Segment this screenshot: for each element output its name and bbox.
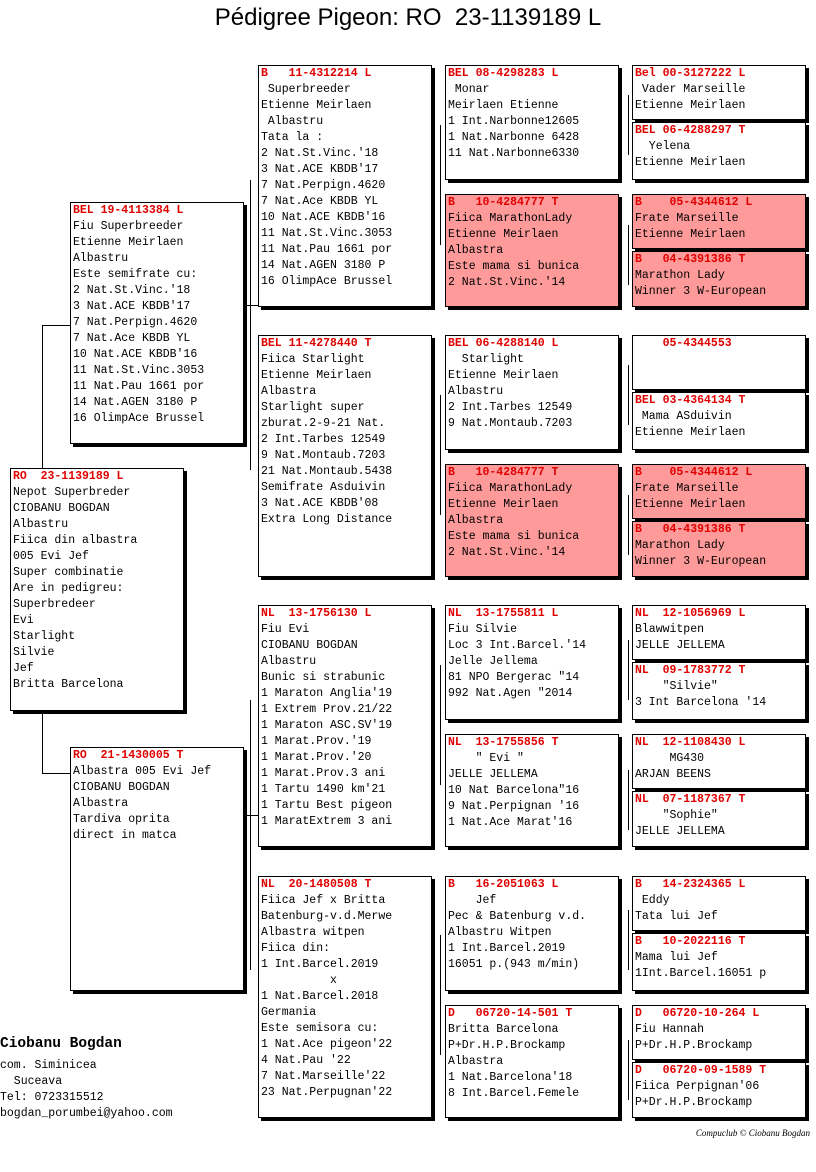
connector-line bbox=[440, 125, 441, 245]
ring-number: B 05-4344612 L bbox=[635, 466, 753, 479]
card-line: Jelle Jellema bbox=[448, 655, 538, 668]
connector-line bbox=[628, 495, 629, 555]
card-line: 16 OlimpAce Brussel bbox=[261, 275, 393, 288]
card-line: Albastra bbox=[448, 1055, 504, 1068]
card-line: Nepot Superbreder bbox=[13, 486, 131, 499]
card-line: Loc 3 Int.Barcel.'14 bbox=[448, 639, 587, 652]
card-line: Britta Barcelona bbox=[13, 678, 124, 691]
pedigree-card-fmm bbox=[445, 464, 619, 577]
card-line: 10 Nat.ACE KBDB'16 bbox=[73, 348, 198, 361]
pedigree-card-mff bbox=[445, 605, 619, 720]
card-line: 7 Nat.Ace KBDB YL bbox=[73, 332, 191, 345]
card-line: Mama lui Jef bbox=[635, 951, 718, 964]
card-line: 2 Nat.St.Vinc.'18 bbox=[261, 147, 379, 160]
card-line: 2 Nat.St.Vinc.'18 bbox=[73, 284, 191, 297]
card-line: P+Dr.H.P.Brockamp bbox=[635, 1039, 753, 1052]
card-line: Albastra 005 Evi Jef bbox=[73, 765, 212, 778]
card-line: MG430 bbox=[635, 752, 705, 765]
card-line: Etienne Meirlaen bbox=[635, 498, 746, 511]
card-line: 9 Nat.Montaub.7203 bbox=[261, 449, 386, 462]
pedigree-card-father bbox=[70, 202, 244, 444]
card-line: 1Int.Barcel.16051 p bbox=[635, 967, 767, 980]
connector-line bbox=[245, 305, 258, 306]
card-line: CIOBANU BOGDAN bbox=[261, 639, 358, 652]
card-line: 2 Nat.St.Vinc.'14 bbox=[448, 276, 566, 289]
card-line: 3 Nat.ACE KBDB'17 bbox=[261, 163, 379, 176]
ring-number: 05-4344553 bbox=[635, 337, 732, 350]
ring-number: NL 12-1056969 L bbox=[635, 607, 746, 620]
pedigree-card-mf bbox=[258, 605, 432, 847]
card-line: Are in pedigreu: bbox=[13, 582, 124, 595]
card-line: Jef bbox=[13, 662, 34, 675]
card-line: CIOBANU BOGDAN bbox=[73, 781, 170, 794]
card-line: x bbox=[261, 974, 337, 987]
card-line: Este mama si bunica bbox=[448, 260, 580, 273]
card-line: Superbredeer bbox=[13, 598, 96, 611]
pedigree-card-ff bbox=[258, 65, 432, 307]
card-line: Albastra bbox=[448, 244, 504, 257]
connector-line bbox=[628, 365, 629, 425]
card-line: " Evi " bbox=[448, 752, 524, 765]
pedigree-card-subject bbox=[10, 468, 184, 711]
card-line: 4 Nat.Pau '22 bbox=[261, 1054, 351, 1067]
card-line: 1 Marat.Prov.'19 bbox=[261, 735, 372, 748]
card-line: Vader Marseille bbox=[635, 83, 746, 96]
card-line: 9 Nat.Montaub.7203 bbox=[448, 417, 573, 430]
card-line: 3 Nat.ACE KBDB'08 bbox=[261, 497, 379, 510]
card-line: Yelena bbox=[635, 140, 691, 153]
card-line: 7 Nat.Perpign.4620 bbox=[261, 179, 386, 192]
owner-email: bogdan_porumbei@yahoo.com bbox=[0, 1107, 173, 1120]
ring-number: BEL 19-4113384 L bbox=[73, 204, 184, 217]
card-line: Fiica din albastra bbox=[13, 534, 138, 547]
ring-number: NL 13-1755856 T bbox=[448, 736, 559, 749]
pedigree-card-mother bbox=[70, 747, 244, 991]
card-line: Tata lui Jef bbox=[635, 910, 718, 923]
ring-number: BEL 11-4278440 T bbox=[261, 337, 372, 350]
ring-number: BEL 03-4364134 T bbox=[635, 394, 746, 407]
card-line: Fiu Silvie bbox=[448, 623, 518, 636]
card-line: 11 Nat.Pau 1661 por bbox=[73, 380, 205, 393]
card-line: 1 Marat.Prov.'20 bbox=[261, 751, 372, 764]
connector-line bbox=[628, 225, 629, 285]
card-line: 81 NPO Bergerac "14 bbox=[448, 671, 580, 684]
card-line: 11 Nat.St.Vinc.3053 bbox=[261, 227, 393, 240]
card-line: Evi bbox=[13, 614, 34, 627]
card-line: 11 Nat.St.Vinc.3053 bbox=[73, 364, 205, 377]
card-line: Albastra witpen bbox=[261, 926, 365, 939]
card-line: 8 Int.Barcel.Femele bbox=[448, 1087, 580, 1100]
pedigree-card-fff bbox=[445, 65, 619, 180]
connector-line bbox=[250, 180, 251, 470]
card-line: 1 Int.Barcel.2019 bbox=[448, 942, 566, 955]
pedigree-card-mfff bbox=[632, 605, 806, 660]
card-line: Etienne Meirlaen bbox=[261, 99, 372, 112]
ring-number: D 06720-14-501 T bbox=[448, 1007, 573, 1020]
card-line: CIOBANU BOGDAN bbox=[13, 502, 110, 515]
card-line: Albastru Witpen bbox=[448, 926, 552, 939]
card-line: Albastru bbox=[261, 115, 324, 128]
pedigree-card-mm bbox=[258, 876, 432, 1118]
ring-number: B 10-4284777 T bbox=[448, 466, 559, 479]
card-line: Tardiva oprita bbox=[73, 813, 170, 826]
card-line: Semifrate Asduivin bbox=[261, 481, 386, 494]
pedigree-card-mmmm bbox=[632, 1062, 806, 1118]
ring-number: B 14-2324365 L bbox=[635, 878, 746, 891]
page-title: Pédigree Pigeon: RO 23-1139189 L bbox=[214, 4, 602, 31]
card-line: 10 Nat.ACE KBDB'16 bbox=[261, 211, 386, 224]
card-line: 16 OlimpAce Brussel bbox=[73, 412, 205, 425]
card-line: Starlight bbox=[448, 353, 524, 366]
owner-line: Suceava bbox=[0, 1075, 63, 1088]
card-line: 21 Nat.Montaub.5438 bbox=[261, 465, 393, 478]
card-line: Starlight super bbox=[261, 401, 365, 414]
ring-number: D 06720-10-264 L bbox=[635, 1007, 760, 1020]
connector-line bbox=[628, 1040, 629, 1100]
card-line: Etienne Meirlaen bbox=[635, 228, 746, 241]
card-line: Etienne Meirlaen bbox=[73, 236, 184, 249]
connector-line bbox=[628, 640, 629, 700]
connector-line bbox=[628, 95, 629, 155]
ring-number: Bel 00-3127222 L bbox=[635, 67, 746, 80]
card-line: 7 Nat.Perpign.4620 bbox=[73, 316, 198, 329]
card-line: Mama ASduivin bbox=[635, 410, 732, 423]
pedigree-card-fmmm bbox=[632, 521, 806, 577]
card-line: Fiica MarathonLady bbox=[448, 482, 573, 495]
card-line: JELLE JELLEMA bbox=[635, 639, 725, 652]
card-line: Starlight bbox=[13, 630, 76, 643]
card-line: 1 Int.Narbonne12605 bbox=[448, 115, 580, 128]
card-line: 1 Nat.Narbonne 6428 bbox=[448, 131, 580, 144]
ring-number: B 10-4284777 T bbox=[448, 196, 559, 209]
card-line: P+Dr.H.P.Brockamp bbox=[448, 1039, 566, 1052]
card-line: Fiica Starlight bbox=[261, 353, 365, 366]
card-line: Superbreeder bbox=[261, 83, 351, 96]
card-line: Silvie bbox=[13, 646, 55, 659]
connector-line bbox=[440, 665, 441, 785]
card-line: 2 Int.Tarbes 12549 bbox=[261, 433, 386, 446]
ring-number: B 10-2022116 T bbox=[635, 935, 746, 948]
card-line: Etienne Meirlaen bbox=[635, 156, 746, 169]
card-line: 1 Nat.Ace Marat'16 bbox=[448, 816, 573, 829]
card-line: Albastra bbox=[73, 797, 129, 810]
card-line: 7 Nat.Marseille'22 bbox=[261, 1070, 386, 1083]
pedigree-card-mmmf bbox=[632, 1005, 806, 1060]
card-line: Este semisora cu: bbox=[261, 1022, 379, 1035]
card-line: 16051 p.(943 m/min) bbox=[448, 958, 580, 971]
card-line: Winner 3 W-European bbox=[635, 555, 767, 568]
connector-line bbox=[245, 815, 258, 816]
card-line: 1 MaratExtrem 3 ani bbox=[261, 815, 393, 828]
pedigree-card-fm bbox=[258, 335, 432, 577]
card-line: Marathon Lady bbox=[635, 539, 725, 552]
card-line: 992 Nat.Agen "2014 bbox=[448, 687, 573, 700]
card-line: Albastru bbox=[448, 385, 504, 398]
card-line: Blawwitpen bbox=[635, 623, 705, 636]
card-line: 11 Nat.Pau 1661 por bbox=[261, 243, 393, 256]
card-line: 1 Nat.Ace pigeon'22 bbox=[261, 1038, 393, 1051]
ring-number: BEL 08-4298283 L bbox=[448, 67, 559, 80]
card-line: Este mama si bunica bbox=[448, 530, 580, 543]
ring-number: B 05-4344612 L bbox=[635, 196, 753, 209]
card-line: Fiica Jef x Britta bbox=[261, 894, 386, 907]
card-line: Jef bbox=[448, 894, 497, 907]
card-line: Fiica din: bbox=[261, 942, 331, 955]
card-line: P+Dr.H.P.Brockamp bbox=[635, 1096, 753, 1109]
card-line: Etienne Meirlaen bbox=[448, 498, 559, 511]
card-line: Super combinatie bbox=[13, 566, 124, 579]
card-line: 005 Evi Jef bbox=[13, 550, 89, 563]
card-line: Frate Marseille bbox=[635, 482, 739, 495]
connector-line bbox=[628, 910, 629, 970]
pedigree-card-fmfm bbox=[632, 392, 806, 450]
ring-number: D 06720-09-1589 T bbox=[635, 1064, 767, 1077]
ring-number: BEL 06-4288297 T bbox=[635, 124, 746, 137]
ring-number: B 04-4391386 T bbox=[635, 523, 746, 536]
card-line: 3 Int Barcelona '14 bbox=[635, 696, 767, 709]
card-line: Winner 3 W-European bbox=[635, 285, 767, 298]
card-line: 1 Extrem Prov.21/22 bbox=[261, 703, 393, 716]
pedigree-card-ffm bbox=[445, 194, 619, 307]
footer-credit: Compuclub © Ciobanu Bogdan bbox=[695, 1128, 810, 1138]
card-line: Pec & Batenburg v.d. bbox=[448, 910, 587, 923]
card-line: ARJAN BEENS bbox=[635, 768, 711, 781]
card-line: Marathon Lady bbox=[635, 269, 725, 282]
pedigree-card-mfmm bbox=[632, 791, 806, 847]
connector-line bbox=[440, 935, 441, 1055]
owner-phone: Tel: 0723315512 bbox=[0, 1091, 104, 1104]
card-line: Tata la : bbox=[261, 131, 324, 144]
card-line: 1 Tartu 1490 km'21 bbox=[261, 783, 386, 796]
card-line: 1 Tartu Best pigeon bbox=[261, 799, 393, 812]
card-line: Meirlaen Etienne bbox=[448, 99, 559, 112]
card-line: Albastru bbox=[13, 518, 69, 531]
connector-line bbox=[250, 700, 251, 970]
ring-number: BEL 06-4288140 L bbox=[448, 337, 559, 350]
card-line: 1 Int.Barcel.2019 bbox=[261, 958, 379, 971]
card-line: zburat.2-9-21 Nat. bbox=[261, 417, 386, 430]
ring-number: NL 09-1783772 T bbox=[635, 664, 746, 677]
pedigree-card-mmm bbox=[445, 1005, 619, 1118]
ring-number: B 11-4312214 L bbox=[261, 67, 372, 80]
card-line: 1 Maraton ASC.SV'19 bbox=[261, 719, 393, 732]
pedigree-card-fmmf bbox=[632, 464, 806, 519]
card-line: Etienne Meirlaen bbox=[635, 99, 746, 112]
pedigree-card-mfm bbox=[445, 734, 619, 847]
card-line: Batenburg-v.d.Merwe bbox=[261, 910, 393, 923]
card-line: Fiica MarathonLady bbox=[448, 212, 573, 225]
connector-line bbox=[42, 325, 43, 468]
card-line: 1 Nat.Barcelona'18 bbox=[448, 1071, 573, 1084]
card-line: Frate Marseille bbox=[635, 212, 739, 225]
card-line: 14 Nat.AGEN 3180 P bbox=[73, 396, 198, 409]
card-line: 14 Nat.AGEN 3180 P bbox=[261, 259, 386, 272]
owner-info bbox=[0, 1034, 240, 1122]
ring-number: NL 13-1756130 L bbox=[261, 607, 372, 620]
ring-number: B 16-2051063 L bbox=[448, 878, 559, 891]
ring-number: NL 20-1480508 T bbox=[261, 878, 372, 891]
card-line: Eddy bbox=[635, 894, 670, 907]
card-line: 2 Nat.St.Vinc.'14 bbox=[448, 546, 566, 559]
owner-line: com. Siminicea bbox=[0, 1059, 97, 1072]
card-line: "Sophie" bbox=[635, 809, 718, 822]
card-line: Etienne Meirlaen bbox=[261, 369, 372, 382]
card-line: "Silvie" bbox=[635, 680, 718, 693]
pedigree-card-mmf bbox=[445, 876, 619, 991]
card-line: Fiu Evi bbox=[261, 623, 310, 636]
card-line: 10 Nat Barcelona"16 bbox=[448, 784, 580, 797]
card-line: Extra Long Distance bbox=[261, 513, 393, 526]
card-line: Britta Barcelona bbox=[448, 1023, 559, 1036]
ring-number: NL 13-1755811 L bbox=[448, 607, 559, 620]
card-line: Germania bbox=[261, 1006, 317, 1019]
card-line: Albastru bbox=[73, 252, 129, 265]
card-line: Etienne Meirlaen bbox=[448, 228, 559, 241]
card-line: 3 Nat.ACE KBDB'17 bbox=[73, 300, 191, 313]
card-line: Albastru bbox=[261, 655, 317, 668]
card-line: Etienne Meirlaen bbox=[635, 426, 746, 439]
pedigree-card-mffm bbox=[632, 662, 806, 720]
connector-line bbox=[628, 770, 629, 830]
pedigree-card-fmf bbox=[445, 335, 619, 450]
ring-number: NL 07-1187367 T bbox=[635, 793, 746, 806]
card-line: 1 Maraton Anglia'19 bbox=[261, 687, 393, 700]
card-line: 11 Nat.Narbonne6330 bbox=[448, 147, 580, 160]
owner-name: Ciobanu Bogdan bbox=[0, 1036, 122, 1052]
card-line: direct in matca bbox=[73, 829, 177, 842]
card-line: Etienne Meirlaen bbox=[448, 369, 559, 382]
card-line: Este semifrate cu: bbox=[73, 268, 198, 281]
connector-line bbox=[42, 711, 43, 773]
card-line: Fiu Hannah bbox=[635, 1023, 705, 1036]
pedigree-card-fmff bbox=[632, 335, 806, 390]
card-line: Monar bbox=[448, 83, 490, 96]
card-line: JELLE JELLEMA bbox=[635, 825, 725, 838]
card-line: 1 Nat.Barcel.2018 bbox=[261, 990, 379, 1003]
card-line: Albastra bbox=[448, 514, 504, 527]
card-line: 2 Int.Tarbes 12549 bbox=[448, 401, 573, 414]
card-line: Albastra bbox=[261, 385, 317, 398]
card-line: 7 Nat.Ace KBDB YL bbox=[261, 195, 379, 208]
connector-line bbox=[440, 395, 441, 515]
connector-line bbox=[42, 325, 70, 326]
connector-line bbox=[42, 773, 70, 774]
card-line: 9 Nat.Perpignan '16 bbox=[448, 800, 580, 813]
pedigree-card-fffm bbox=[632, 122, 806, 180]
card-line: Fiica Perpignan'06 bbox=[635, 1080, 760, 1093]
card-line: 1 Marat.Prov.3 ani bbox=[261, 767, 386, 780]
pedigree-card-mmfm bbox=[632, 933, 806, 991]
pedigree-card-ffff bbox=[632, 65, 806, 120]
card-line: JELLE JELLEMA bbox=[448, 768, 538, 781]
pedigree-card-mmff bbox=[632, 876, 806, 931]
card-line: Bunic si strabunic bbox=[261, 671, 386, 684]
ring-number: NL 12-1108430 L bbox=[635, 736, 746, 749]
ring-number: RO 23-1139189 L bbox=[13, 470, 124, 483]
pedigree-card-ffmm bbox=[632, 251, 806, 307]
ring-number: B 04-4391386 T bbox=[635, 253, 746, 266]
card-line: Fiu Superbreeder bbox=[73, 220, 184, 233]
card-line: 23 Nat.Perpugnan'22 bbox=[261, 1086, 393, 1099]
pedigree-card-ffmf bbox=[632, 194, 806, 249]
ring-number: RO 21-1430005 T bbox=[73, 749, 184, 762]
pedigree-card-mfmf bbox=[632, 734, 806, 789]
